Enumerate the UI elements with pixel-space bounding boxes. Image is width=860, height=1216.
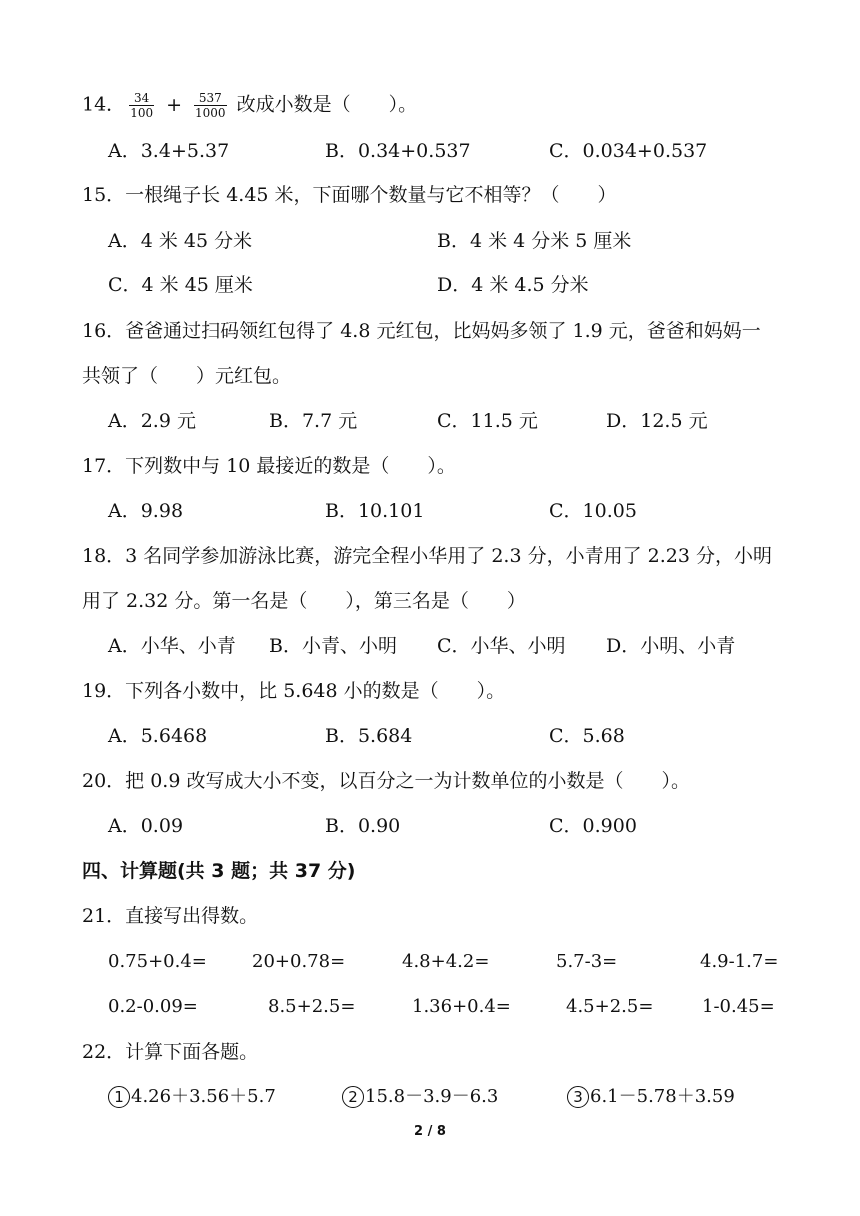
fraction-denominator: 1000 (195, 106, 226, 120)
calc-item: 4.8+4.2= (402, 951, 490, 972)
option-b: B．4 米 4 分米 5 厘米 (437, 230, 632, 252)
calc-item: 4.9-1.7= (700, 951, 779, 972)
option-c: C．0.034+0.537 (549, 140, 708, 162)
calc-item: 8.5+2.5= (268, 996, 356, 1017)
expression: 6.1－5.78＋3.59 (590, 1086, 735, 1107)
option-a: A．9.98 (108, 500, 184, 522)
section-heading: 四、计算题(共 3 题；共 37 分) (82, 860, 356, 882)
calc-item: 0.75+0.4= (108, 951, 207, 972)
option-b: B．5.684 (325, 725, 413, 747)
option-d: D．12.5 元 (606, 410, 708, 432)
question-text: 改成小数是（ ）。 (236, 93, 418, 116)
option-b: B．0.90 (325, 815, 401, 837)
expression: 15.8－3.9－6.3 (365, 1086, 499, 1107)
question-16-line1: 16．爸爸通过扫码领红包得了 4.8 元红包，比妈妈多领了 1.9 元，爸爸和妈妈一 (82, 320, 761, 342)
fraction-numerator: 34 (129, 91, 154, 106)
calc-item: 0.2-0.09= (108, 996, 198, 1017)
question-22: 22．计算下面各题。 (82, 1041, 259, 1063)
option-a: A．4 米 45 分米 (108, 230, 253, 252)
option-a: A．小华、小青 (108, 635, 236, 657)
option-c: C．5.68 (549, 725, 625, 747)
expression: 4.26＋3.56＋5.7 (131, 1086, 276, 1107)
question-18-line2: 用了 2.32 分。第一名是（ ），第三名是（ ） (82, 590, 526, 612)
calc-item: 4.5+2.5= (566, 996, 654, 1017)
option-b: B．小青、小明 (269, 635, 397, 657)
option-c: C．小华、小明 (437, 635, 566, 657)
question-18-line1: 18．3 名同学参加游泳比赛，游完全程小华用了 2.3 分，小青用了 2.23 分，小明 (82, 545, 772, 567)
calc-expression-1 (108, 1084, 276, 1110)
question-14 (82, 91, 417, 120)
option-b: B．10.101 (325, 500, 425, 522)
calc-item: 1-0.45= (702, 996, 775, 1017)
circled-number-1-icon: 1 (108, 1086, 130, 1108)
page-number: 2 / 8 (414, 1124, 446, 1139)
calc-item: 1.36+0.4= (412, 996, 511, 1017)
fraction (129, 91, 154, 120)
option-d: D．4 米 4.5 分米 (437, 274, 589, 296)
fraction-denominator: 100 (130, 106, 154, 120)
plus-sign: + (166, 93, 183, 116)
calc-expression-2 (342, 1084, 498, 1110)
calc-expression-3 (567, 1084, 735, 1110)
fraction-numerator: 537 (194, 91, 227, 106)
option-b: B．7.7 元 (269, 410, 358, 432)
question-15: 15．一根绳子长 4.45 米，下面哪个数量与它不相等？（ ） (82, 184, 617, 206)
circled-number-2-icon: 2 (342, 1086, 364, 1108)
circled-number-3-icon: 3 (567, 1086, 589, 1108)
option-c: C．11.5 元 (437, 410, 538, 432)
option-c: C．0.900 (549, 815, 637, 837)
question-20: 20．把 0.9 改写成大小不变，以百分之一为计数单位的小数是（ ）。 (82, 770, 690, 792)
option-a: A．5.6468 (108, 725, 208, 747)
question-19: 19．下列各小数中，比 5.648 小的数是（ ）。 (82, 680, 506, 702)
calc-item: 20+0.78= (252, 951, 346, 972)
option-c: C．4 米 45 厘米 (108, 274, 253, 296)
option-b: B．0.34+0.537 (325, 140, 471, 162)
fraction (194, 91, 227, 120)
option-d: D．小明、小青 (606, 635, 736, 657)
question-16-line2: 共领了（ ）元红包。 (82, 365, 292, 387)
option-c: C．10.05 (549, 500, 637, 522)
option-a: A．3.4+5.37 (108, 140, 230, 162)
option-a: A．0.09 (108, 815, 184, 837)
question-17: 17．下列数中与 10 最接近的数是（ ）。 (82, 455, 456, 477)
question-number: 14． (82, 93, 126, 116)
option-a: A．2.9 元 (108, 410, 196, 432)
question-21: 21．直接写出得数。 (82, 905, 259, 927)
calc-item: 5.7-3= (556, 951, 618, 972)
